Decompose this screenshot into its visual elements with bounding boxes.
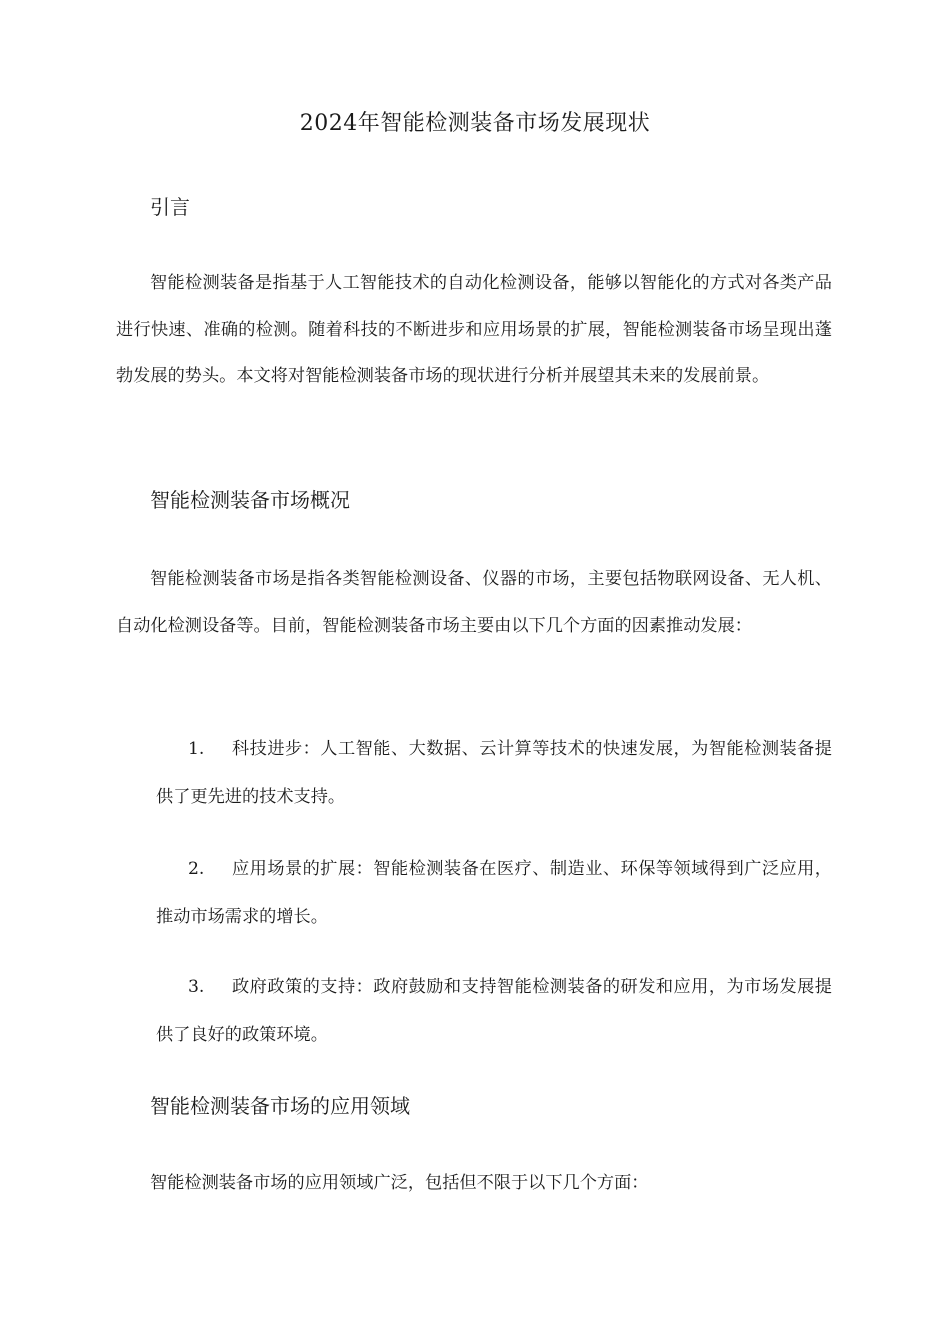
section-heading-market-overview: 智能检测装备市场概况	[150, 488, 350, 512]
section-heading-introduction: 引言	[150, 195, 190, 219]
section-heading-application-fields: 智能检测装备市场的应用领域	[150, 1094, 410, 1118]
paragraph-market-overview: 智能检测装备市场是指各类智能检测设备、仪器的市场，主要包括物联网设备、无人机、自动化检测设备等。目前，智能检测装备市场主要由以下几个方面的因素推动发展：	[116, 569, 832, 636]
document-title: 2024年智能检测装备市场发展现状	[299, 111, 651, 136]
paragraph-application-fields: 智能检测装备市场的应用领域广泛，包括但不限于以下几个方面：	[150, 1173, 649, 1193]
list-number: 3.	[188, 977, 205, 997]
list-item-1	[156, 725, 832, 821]
list-item-2	[156, 845, 832, 941]
list-number: 1.	[188, 739, 205, 759]
list-item-text: 科技进步：人工智能、大数据、云计算等技术的快速发展，为智能检测装备提供了更先进的技术支持。	[156, 739, 832, 807]
list-item-text: 应用场景的扩展：智能检测装备在医疗、制造业、环保等领域得到广泛应用，推动市场需求的增长。	[156, 859, 832, 927]
paragraph-introduction: 智能检测装备是指基于人工智能技术的自动化检测设备，能够以智能化的方式对各类产品进行快速、准确的检测。随着科技的不断进步和应用场景的扩展，智能检测装备市场呈现出蓬勃发展的势头。本文将对智能检测装备市场的现状进行分析并展望其未来的发展前景。	[116, 273, 832, 386]
list-item-3	[156, 963, 832, 1059]
list-item-text: 政府政策的支持：政府鼓励和支持智能检测装备的研发和应用，为市场发展提供了良好的政策环境。	[156, 977, 832, 1045]
list-number: 2.	[188, 859, 205, 879]
